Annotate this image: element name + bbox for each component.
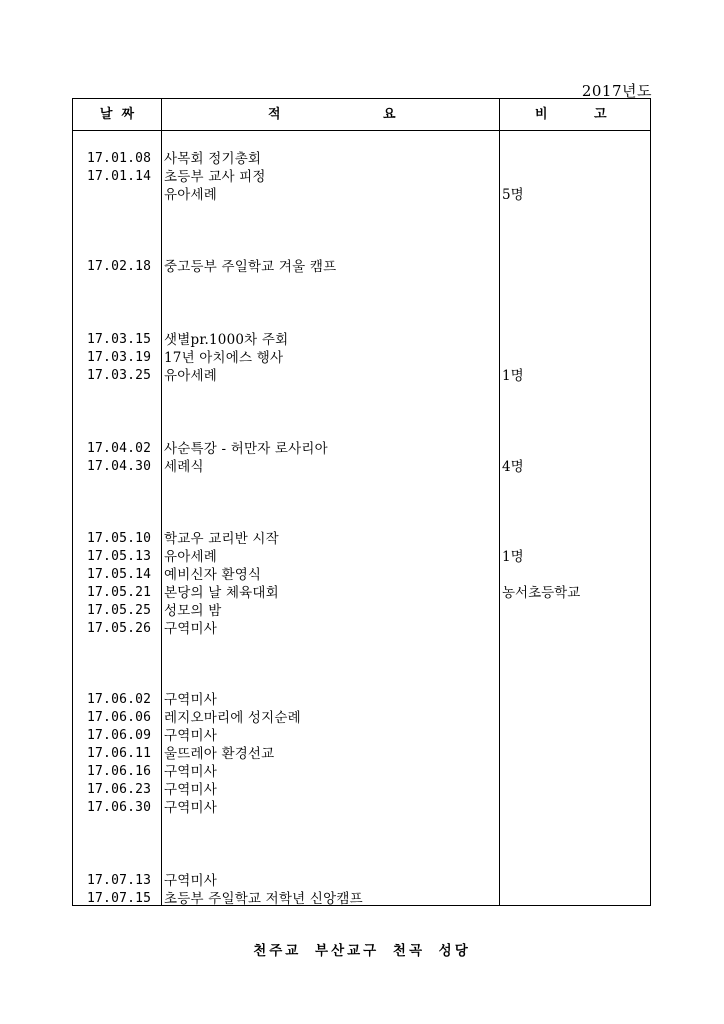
row-item: 유아세례: [164, 187, 217, 203]
row-date: 17.05.21: [87, 585, 152, 600]
row-item: 사목회 정기총회: [164, 151, 262, 167]
header-note-char-1: 비: [535, 107, 548, 122]
row-date: 17.02.18: [87, 259, 152, 274]
row-item: 세례식: [164, 459, 204, 475]
row-item: 레지오마리에 성지순례: [164, 710, 301, 726]
row-item: 구역미사: [164, 728, 217, 744]
table-row: [73, 168, 652, 186]
table-row: [73, 440, 652, 458]
schedule-table: [72, 98, 651, 906]
table-row: [73, 367, 652, 385]
row-date: 17.05.14: [87, 567, 152, 582]
row-item: 사순특강 - 허만자 로사리아: [164, 441, 328, 457]
row-date: 17.03.19: [87, 350, 152, 365]
row-date: 17.05.26: [87, 621, 152, 636]
header-divider: [73, 130, 650, 131]
row-date: 17.04.02: [87, 441, 152, 456]
table-row: [73, 763, 652, 781]
row-note: 4명: [502, 459, 524, 475]
table-row: [73, 781, 652, 799]
row-item: 구역미사: [164, 764, 217, 780]
table-row: [73, 530, 652, 548]
table-row: [73, 331, 652, 349]
header-note: [499, 99, 652, 130]
row-note: 1명: [502, 368, 524, 384]
table-row: [73, 258, 652, 276]
row-item: 울뜨레아 환경선교: [164, 746, 275, 762]
row-item: 본당의 날 체육대회: [164, 585, 279, 601]
table-row: [73, 566, 652, 584]
table-row: [73, 186, 652, 204]
row-note: 1명: [502, 549, 524, 565]
row-date: 17.04.30: [87, 459, 152, 474]
row-date: 17.07.13: [87, 873, 152, 888]
row-date: 17.01.08: [87, 151, 152, 166]
row-date: 17.03.15: [87, 332, 152, 347]
row-item: 예비신자 환영식: [164, 567, 262, 583]
header-summary: [161, 99, 499, 130]
header-summary-char-2: 요: [383, 107, 396, 122]
table-row: [73, 745, 652, 763]
table-row: [73, 584, 652, 602]
table-row: [73, 709, 652, 727]
row-date: 17.06.16: [87, 764, 152, 779]
table-row: [73, 602, 652, 620]
table-row: [73, 349, 652, 367]
row-date: 17.03.25: [87, 368, 152, 383]
row-item: 구역미사: [164, 800, 217, 816]
row-item: 17년 아치에스 행사: [164, 350, 284, 366]
row-date: 17.06.06: [87, 710, 152, 725]
row-item: 유아세례: [164, 368, 217, 384]
header-date: 날 짜: [99, 107, 135, 122]
footer-parish-name: 천주교 부산교구 천곡 성당: [253, 943, 471, 959]
table-row: [73, 458, 652, 476]
table-row: [73, 872, 652, 890]
table-row: [73, 620, 652, 638]
row-date: 17.07.15: [87, 891, 152, 906]
row-date: 17.05.13: [87, 549, 152, 564]
row-item: 구역미사: [164, 873, 217, 889]
row-item: 유아세례: [164, 549, 217, 565]
row-item: 중고등부 주일학교 겨울 캠프: [164, 259, 337, 275]
row-item: 초등부 교사 피정: [164, 169, 266, 185]
row-date: 17.05.10: [87, 531, 152, 546]
table-row: [73, 727, 652, 745]
row-item: 학교우 교리반 시작: [164, 531, 279, 547]
row-date: 17.06.11: [87, 746, 152, 761]
row-item: 구역미사: [164, 621, 217, 637]
row-item: 샛별pr.1000차 주회: [164, 332, 289, 348]
year-label: 2017년도: [581, 82, 652, 100]
row-item: 성모의 밤: [164, 603, 222, 619]
row-item: 초등부 주일학교 저학년 신앙캠프: [164, 891, 363, 907]
row-date: 17.06.30: [87, 800, 152, 815]
row-date: 17.05.25: [87, 603, 152, 618]
table-row: [73, 799, 652, 817]
row-date: 17.01.14: [87, 169, 152, 184]
table-row: [73, 150, 652, 168]
header-summary-char-1: 적: [268, 107, 281, 122]
row-date: 17.06.02: [87, 692, 152, 707]
table-row: [73, 691, 652, 709]
row-date: 17.06.23: [87, 782, 152, 797]
row-note: 5명: [502, 187, 524, 203]
header-note-char-2: 고: [594, 107, 607, 122]
row-date: 17.06.09: [87, 728, 152, 743]
row-item: 구역미사: [164, 692, 217, 708]
table-row: [73, 548, 652, 566]
table-row: [73, 890, 652, 908]
row-item: 구역미사: [164, 782, 217, 798]
row-note: 농서초등학교: [502, 585, 581, 601]
